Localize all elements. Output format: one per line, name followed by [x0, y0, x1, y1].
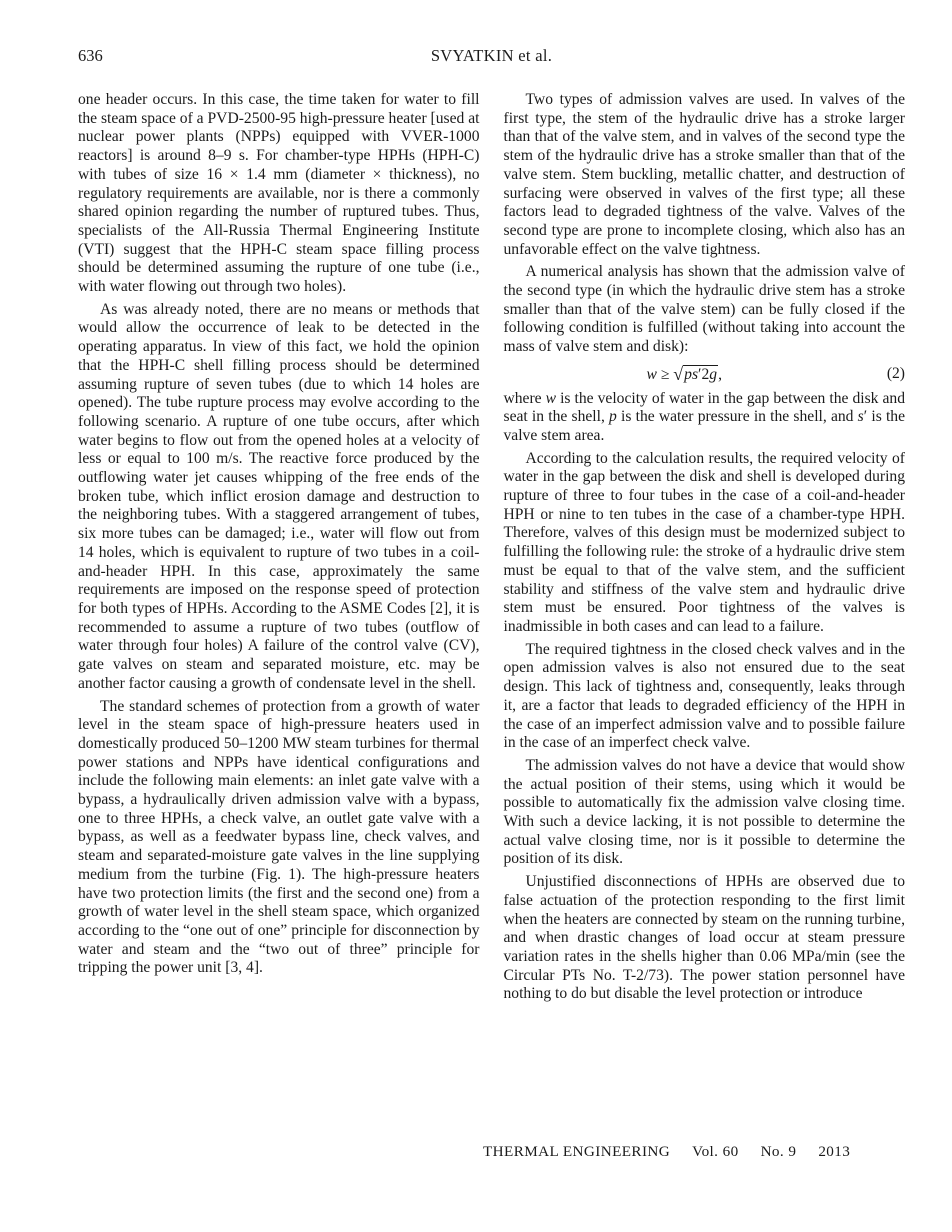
square-root — [673, 363, 718, 384]
equation-lhs: w — [646, 365, 657, 383]
right-column — [504, 91, 906, 1004]
display-equation — [504, 364, 906, 385]
radical-sign-icon: √ — [673, 363, 684, 384]
equation-body — [504, 364, 866, 385]
page-header — [78, 46, 905, 66]
equation-comma: , — [718, 365, 722, 383]
body-paragraph: According to the calculation results, the required velocity of water in the gap between the disk and shell is developed during rupture of three to four tubes in the case of a coil-and-header HPH or nine to ten tubes in the case of a chamber-type HPH. Therefore, valves of this design must be modernized subject to fulfilling the following rule: the stroke of a hydraulic drive stem must be equal to that of the valve stem, and the sufficient stability and stiffness of the valve stem and hydraulic drive stem must be ensured. Poor tightness of the valves is inadmissible in both cases and can lead to a failure. — [503, 449, 905, 635]
equation-number: (2) — [886, 364, 905, 382]
body-paragraph: one header occurs. In this case, the time taken for water to fill the steam space of a PVD-2500-95 high-pressure heater [used at nuclear power plants (NPPs) equipped with VVER-1000 reactors] is around 8–9 s. For chamber-type HPHs (HPH-C) with tubes of size 16 × 1.4 mm (diameter × thickness), no regulatory requirements are available, nor is there a commonly shared opinion regarding the number of ruptured tubes. Thus, specialists of the All-Russia Thermal Engineering Institute (VTI) suggest that the HPH-C steam space filling process should be determined assuming the rupture of one tube (i.e., with water flowing out through two holes). — [78, 91, 480, 296]
body-paragraph: Two types of admission valves are used. In valves of the first type, the stem of the hydraulic drive has a stroke larger than that of the valve stem, and in valves of the second type the stem of the hydraulic drive has a stroke smaller than that of the valve stem. Stem buckling, metallic chatter, and destruction of surfacing were observed in valves of the first type; all these factors lead to degraded tightness of the valve. Valves of the second type are prone to incomplete closing, which also has an unfavorable effect on the valve tightness. — [503, 91, 905, 258]
body-paragraph: The required tightness in the closed check valves and in the open admission valves is also not ensured due to the seat design. This lack of tightness and, consequently, leaks through it, are a factor that leads to degraded efficiency of the HPH in the case of an imperfect admission valve and to possible failure in the case of an imperfect check valve. — [503, 640, 905, 752]
body-paragraph: The standard schemes of protection from a growth of water level in the steam space of high-pressure heaters used in domestically produced 50–1200 MW steam turbines for thermal power stations and NPPs have identical configurations and include the following main elements: an inlet gate valve with a bypass, a hydraulically driven admission valve with a bypass, one to three HPHs, a check valve, an outlet gate valve with a bypass, as well as a feedwater bypass line, check valves, and steam and separated-moisture gate valves in the line supplying medium from the turbine (Fig. 1). The high-pressure heaters have two protection limits (the first and the second one) from a growth of water level in the shell steam space, which organized according to the “one out of one” principle for disconnection by water and steam and the “two out of three” principle for tripping the power unit [3, 4]. — [78, 697, 480, 977]
footer-issue: No. 9 — [760, 1143, 797, 1160]
two-column-body — [78, 91, 905, 1004]
equation-relation: ≥ — [656, 365, 674, 383]
footer-journal-name: THERMAL ENGINEERING — [483, 1143, 671, 1160]
page-number: 636 — [78, 46, 103, 65]
page-footer — [483, 1143, 850, 1161]
equation-radicand: ps′2g — [684, 365, 718, 383]
body-paragraph: Unjustified disconnections of HPHs are observed due to false actuation of the protection responding to the first limit when the heaters are connected by steam on the running turbine, and when drastic changes of load occur at steam pressure variation rates in the shells higher than 0.06 MPa/min (see the Circular PTs No. T-2/73). The power station personnel have nothing to do but disable the level protection or introduce — [503, 873, 905, 1003]
body-paragraph: A numerical analysis has shown that the admission valve of the second type (in which the hydraulic drive stem has a stroke smaller than that of the valve stem) can be fully closed if the following condition is fulfilled (without taking into account the mass of valve stem and disk): — [503, 263, 905, 356]
body-paragraph: The admission valves do not have a device that would show the actual position of their stems, using which it would be possible to automatically fix the admission valve closing time. With such a device lacking, it is not possible to determine the actual valve closing time, nor is it possible to determine the position of its disk. — [503, 756, 905, 868]
left-column — [78, 91, 480, 1004]
body-paragraph: where w is the velocity of water in the gap between the disk and seat in the shell, p is the water pressure in the shell, and s′ is the valve stem area. — [503, 389, 906, 444]
footer-volume: Vol. 60 — [692, 1143, 739, 1160]
footer-year: 2013 — [818, 1143, 851, 1160]
body-paragraph: As was already noted, there are no means or methods that would allow the occurrence of leak to be detected in the operating apparatus. In view of this fact, we hold the opinion that the HPH-C shell filling process should be determined assuming rupture of seven tubes (due to which 14 holes are opened). The tube rupture process may evolve according to the following scenario. A rupture of one tube occurs, after which water begins to flow out from the opened holes at a velocity of less or equal to 100 m/s. The reactive force produced by the outflowing water jet causes whipping of the free ends of the broken tube, which inflict erosion damage and destruction to the neighboring tubes. With a staggered arrangement of tubes, six more tubes can be damaged; i.e., water will flow out from 14 holes, which is equivalent to rupture of two tubes in a coil-and-header HPH. In this case, approximately the same requirements are imposed on the response speed of protection for both types of HPHs. According to the ASME Codes [2], it is recommended to assume a rupture of two tubes (outflow of water through four holes) A failure of the control valve (CV), gate valves on steam and separated moisture, etc. may be another factor causing a growth of condensate level in the shell. — [78, 300, 480, 692]
running-title: SVYATKIN et al. — [430, 46, 553, 65]
